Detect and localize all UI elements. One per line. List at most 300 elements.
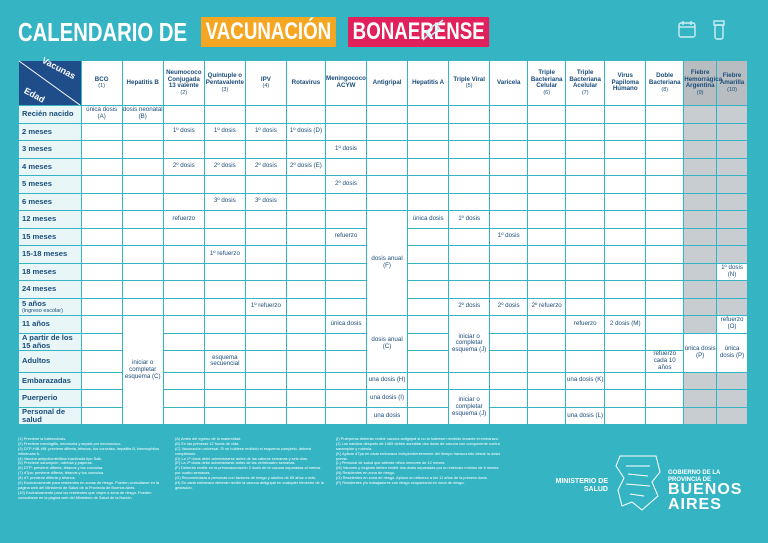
cell [81, 263, 122, 281]
col-header: Fiebre Hemorrágica Argentina (9) [684, 61, 717, 106]
table-row [19, 141, 748, 159]
title-part-3: BONAERENSE [348, 17, 489, 47]
cell [490, 123, 528, 141]
cell: refuerzo [325, 228, 366, 246]
cell [245, 246, 286, 264]
cell [81, 372, 122, 390]
cell [684, 316, 717, 334]
col-header: IPV (4) [245, 61, 286, 106]
cell [449, 193, 490, 211]
row-label: 15 meses [19, 228, 82, 246]
row-label: Personal de salud [19, 407, 82, 425]
cell [646, 211, 684, 229]
cell [163, 193, 204, 211]
cell [367, 141, 408, 159]
cell [605, 281, 646, 299]
cell [490, 263, 528, 281]
cell [204, 228, 245, 246]
cell [449, 246, 490, 264]
col-header: Rotavirus [286, 61, 325, 106]
cell [325, 123, 366, 141]
cell [528, 351, 566, 372]
cell [605, 123, 646, 141]
cell [566, 246, 605, 264]
cell [325, 407, 366, 425]
col-header: Antigripal [367, 61, 408, 106]
cell [286, 211, 325, 229]
cell [325, 158, 366, 176]
cell [684, 263, 717, 281]
cell [684, 246, 717, 264]
cell [490, 407, 528, 425]
cell: refuerzo [163, 211, 204, 229]
cell [490, 211, 528, 229]
row-label: Puerperio [19, 390, 82, 408]
cell [245, 106, 286, 124]
cell [122, 228, 163, 246]
vaccination-table [18, 55, 748, 425]
cell [528, 316, 566, 334]
row-label: 4 meses [19, 158, 82, 176]
cell [490, 316, 528, 334]
row-label: Recién nacido [19, 106, 82, 124]
cell [163, 390, 204, 408]
cell [408, 298, 449, 316]
cell [684, 176, 717, 194]
cell [286, 298, 325, 316]
cell [325, 246, 366, 264]
cell [490, 158, 528, 176]
cell [122, 298, 163, 316]
corner-edad: Edad [22, 85, 47, 105]
antigripal-adult-cell: dosis anual (C) [367, 316, 408, 373]
cell [122, 141, 163, 159]
cell [717, 390, 748, 408]
cell: 3º dosis [204, 193, 245, 211]
cell [449, 141, 490, 159]
cell [122, 211, 163, 229]
cell [204, 407, 245, 425]
cell [566, 228, 605, 246]
cell [408, 106, 449, 124]
cell [408, 372, 449, 390]
cell [163, 263, 204, 281]
cell [325, 106, 366, 124]
cell [245, 407, 286, 425]
col-header: Varicela [490, 61, 528, 106]
cell [684, 407, 717, 425]
cell [717, 141, 748, 159]
cell [163, 141, 204, 159]
cell [646, 372, 684, 390]
cell [449, 158, 490, 176]
cell [566, 351, 605, 372]
row-label: 3 meses [19, 141, 82, 159]
cell [122, 193, 163, 211]
cell [717, 372, 748, 390]
cell [490, 141, 528, 159]
cell [163, 246, 204, 264]
cell: 1º dosis [449, 211, 490, 229]
cell [605, 351, 646, 372]
cell [646, 390, 684, 408]
row-label: 18 meses [19, 263, 82, 281]
cell [408, 193, 449, 211]
province-map-logo-icon [612, 452, 664, 514]
cell [717, 407, 748, 425]
cell [81, 316, 122, 334]
cell [286, 407, 325, 425]
cell [408, 158, 449, 176]
cell [717, 298, 748, 316]
cell [646, 106, 684, 124]
col-header: BCG (1) [81, 61, 122, 106]
cell [325, 390, 366, 408]
cell [122, 246, 163, 264]
fha-adult-cell: única dosis (P) [684, 333, 717, 372]
cell [528, 141, 566, 159]
cell [605, 158, 646, 176]
cell [163, 106, 204, 124]
cell: única dosis (A) [81, 106, 122, 124]
cell [566, 141, 605, 159]
antigripal-child-cell: dosis anual (F) [367, 211, 408, 316]
table-row [19, 316, 748, 334]
cell: una dosis [367, 407, 408, 425]
cell [605, 390, 646, 408]
cell [646, 141, 684, 159]
cell [81, 228, 122, 246]
cell [408, 281, 449, 299]
cell [367, 158, 408, 176]
cell [163, 316, 204, 334]
cell [605, 193, 646, 211]
cell: 2º dosis [204, 158, 245, 176]
cell [528, 246, 566, 264]
cell [408, 141, 449, 159]
cell: 1º dosis [163, 123, 204, 141]
table-row [19, 193, 748, 211]
row-label: 6 meses [19, 193, 82, 211]
cell [646, 246, 684, 264]
cell [325, 263, 366, 281]
cell [81, 211, 122, 229]
cell [490, 351, 528, 372]
row-label: 24 meses [19, 281, 82, 299]
row-label: 2 meses [19, 123, 82, 141]
cell [122, 176, 163, 194]
table-row [19, 123, 748, 141]
cell [449, 106, 490, 124]
cell [245, 351, 286, 372]
cell [646, 333, 684, 351]
cell [717, 228, 748, 246]
ministerio-label: MINISTERIO DE SALUD [555, 478, 608, 494]
cell [684, 158, 717, 176]
cell [81, 390, 122, 408]
table-row [19, 211, 748, 229]
row-label: Adultos [19, 351, 82, 372]
cell [204, 176, 245, 194]
cell: 1º dosis [245, 123, 286, 141]
cell [81, 158, 122, 176]
cell [325, 193, 366, 211]
cell [684, 211, 717, 229]
cell [528, 176, 566, 194]
cell [605, 333, 646, 351]
cell [408, 407, 449, 425]
cell: una dosis (K) [566, 372, 605, 390]
cell [204, 211, 245, 229]
footnotes-col-1: (1) Previene la tuberculosis. (2) Previene meningitis, neumonía y sepsis por neumococo. (3) DTP-HIB-HB: previene difteria, tétanos, tos convulsa, hepatitis B, haemophilus influenzae b. (4) Vacuna antipoliomielítica inactivada tipo Salk. (5) Previene sarampión, rubéola y paperas. (6) DTP: previene difteria, tétanos y tos convulsa. (7) dTpa: previene difteria, tétanos y tos convulsa. (8) dT: previene difteria y tétanos. (9) Exclusivamente para residentes en zonas de riesgo. Pueden consultarse en la página web del Ministerio de Salud de la Provincia de Buenos Aires. (10) Exclusivamente para los residentes que viajen a zona de riesgo. Pueden consultarse en la página web del Ministerio de Salud de la Nación. [18, 436, 160, 500]
cell [408, 263, 449, 281]
cell: esquema secuencial [204, 351, 245, 372]
cell [325, 372, 366, 390]
cell [717, 123, 748, 141]
cell [684, 390, 717, 408]
col-header: Meningococo ACYW [325, 61, 366, 106]
cell [528, 106, 566, 124]
cell [605, 372, 646, 390]
cell: una dosis (I) [367, 390, 408, 408]
cell [605, 246, 646, 264]
cell: 3º dosis [245, 193, 286, 211]
row-label: 5 meses [19, 176, 82, 194]
col-header: Quíntuple o Pentavalente (3) [204, 61, 245, 106]
cell [449, 123, 490, 141]
cell [490, 246, 528, 264]
cell [163, 333, 204, 351]
page-title [18, 14, 529, 50]
cell: refuerzo cada 10 años [646, 351, 684, 372]
cell: 2º dosis [325, 176, 366, 194]
cell: 2º dosis [490, 298, 528, 316]
cell [684, 193, 717, 211]
cell [684, 141, 717, 159]
col-header: Triple Bacteriana Celular (6) [528, 61, 566, 106]
cell [367, 193, 408, 211]
corner-cell [19, 55, 82, 106]
cell [408, 246, 449, 264]
cell [646, 407, 684, 425]
cell [490, 333, 528, 351]
cell [245, 390, 286, 408]
cell [528, 211, 566, 229]
cell [566, 333, 605, 351]
cell [81, 193, 122, 211]
cell [684, 123, 717, 141]
cell: 1º dosis [490, 228, 528, 246]
cell [286, 351, 325, 372]
cell: 1º refuerzo [245, 298, 286, 316]
cell [245, 372, 286, 390]
cell [646, 228, 684, 246]
footnotes-col-2: (A) Antes del egreso de la maternidad. (B) En las primeras 12 horas de vida. (C) Vacunación universal. Si no hubiese recibido el esquema completo, deberá completarlo. (D) La 1º dosis debe administrarse antes de las catorce semanas y seis días. (E) La 2º dosis debe administrarse antes de las veinticuatro semanas. (F) Deberán recibir en la primovacunación 2 dosis de la vacuna separadas al menos por cuatro semanas. (G) Recomendada a personas con factores de riesgo y adultos de 65 años o más. (H) En cada embarazo deberán recibir la vacuna antigripal en cualquier trimestre de la gestación. [175, 436, 324, 490]
cell [286, 372, 325, 390]
cell [449, 263, 490, 281]
cell: refuerzo (O) [717, 316, 748, 334]
cell [646, 193, 684, 211]
cell [163, 281, 204, 299]
cell [408, 176, 449, 194]
col-header: Fiebre Amarilla (10) [717, 61, 748, 106]
cell: única dosis [408, 211, 449, 229]
cell: 1º dosis [325, 141, 366, 159]
cell [605, 407, 646, 425]
cell [408, 390, 449, 408]
cell [367, 106, 408, 124]
cell: 1º refuerzo [204, 246, 245, 264]
col-header: Hepatitis A [408, 61, 449, 106]
row-label: Embarazadas [19, 372, 82, 390]
cell [286, 106, 325, 124]
cell [566, 158, 605, 176]
cell [325, 333, 366, 351]
syringe-icon [420, 18, 446, 44]
cell [684, 281, 717, 299]
cell [605, 211, 646, 229]
cell [122, 281, 163, 299]
cell [605, 298, 646, 316]
cell [408, 333, 449, 351]
gobierno-logo-text: GOBIERNO DE LA PROVINCIA DE BUENOS AIRES [668, 470, 743, 513]
cell [605, 106, 646, 124]
title-part-2: VACUNACIÓN [201, 17, 336, 47]
cell [490, 390, 528, 408]
cell [163, 176, 204, 194]
cell [408, 316, 449, 334]
cell [646, 176, 684, 194]
cell [646, 281, 684, 299]
cell [81, 407, 122, 425]
cell: 1º dosis [204, 123, 245, 141]
row-label: 11 años [19, 316, 82, 334]
cell [286, 390, 325, 408]
cell [408, 351, 449, 372]
cell [286, 246, 325, 264]
cell [163, 298, 204, 316]
triple-viral-staff-cell: iniciar o completar esquema (J) [449, 390, 490, 425]
cell [717, 176, 748, 194]
cell [605, 263, 646, 281]
cell [528, 228, 566, 246]
cell [566, 123, 605, 141]
cell [449, 176, 490, 194]
cell [367, 176, 408, 194]
cell [528, 158, 566, 176]
triple-viral-teen-cell: iniciar o completar esquema (J) [449, 316, 490, 373]
cell: una dosis (L) [566, 407, 605, 425]
cell [528, 193, 566, 211]
cell [81, 333, 122, 351]
cell [286, 316, 325, 334]
cell [204, 390, 245, 408]
cell [204, 263, 245, 281]
cell [605, 228, 646, 246]
cell [325, 351, 366, 372]
cell [81, 176, 122, 194]
cell [204, 316, 245, 334]
cell [717, 106, 748, 124]
cell: dosis neonatal (B) [122, 106, 163, 124]
cell [566, 211, 605, 229]
cell [245, 263, 286, 281]
cell: una dosis (H) [367, 372, 408, 390]
cell [566, 298, 605, 316]
table-row [19, 176, 748, 194]
cell [528, 372, 566, 390]
cell [449, 228, 490, 246]
cell [717, 158, 748, 176]
cell [449, 281, 490, 299]
cell [646, 158, 684, 176]
cell [163, 228, 204, 246]
cell: 2º dosis [245, 158, 286, 176]
cell [605, 176, 646, 194]
cell [245, 176, 286, 194]
cell [122, 123, 163, 141]
cell [286, 228, 325, 246]
cell [204, 281, 245, 299]
fa-adult-cell: única dosis (P) [717, 333, 748, 372]
cell [684, 372, 717, 390]
cell [204, 141, 245, 159]
cell [286, 193, 325, 211]
cell [605, 141, 646, 159]
cell: única dosis [325, 316, 366, 334]
cell [490, 176, 528, 194]
cell [163, 351, 204, 372]
corner-vacunas: Vacunas [40, 55, 78, 82]
cell [717, 281, 748, 299]
cell [490, 193, 528, 211]
cell [81, 141, 122, 159]
cell [566, 263, 605, 281]
cell [566, 281, 605, 299]
hepb-adult-cell: iniciar o completar esquema (C) [122, 316, 163, 425]
cell [325, 281, 366, 299]
cell: 2º dosis [163, 158, 204, 176]
cell [367, 123, 408, 141]
cell [566, 390, 605, 408]
calendar-icon [676, 18, 698, 40]
cell [528, 263, 566, 281]
cell [245, 281, 286, 299]
cell [566, 176, 605, 194]
col-header: Virus Papiloma Humano [605, 61, 646, 106]
cell [646, 316, 684, 334]
cell [286, 333, 325, 351]
cell [490, 106, 528, 124]
table-row [19, 158, 748, 176]
cell [325, 298, 366, 316]
cell [566, 193, 605, 211]
cell [245, 228, 286, 246]
title-part-1: CALENDARIO DE [18, 16, 188, 47]
row-label: A partir de los 15 años [19, 333, 82, 351]
cell [566, 106, 605, 124]
cell [490, 281, 528, 299]
col-header: Triple Bacteriana Acelular (7) [566, 61, 605, 106]
cell [646, 298, 684, 316]
cell [245, 316, 286, 334]
header-row [19, 61, 748, 106]
table-row [19, 106, 748, 124]
cell [163, 372, 204, 390]
cell [81, 123, 122, 141]
cell [528, 123, 566, 141]
cell [286, 176, 325, 194]
